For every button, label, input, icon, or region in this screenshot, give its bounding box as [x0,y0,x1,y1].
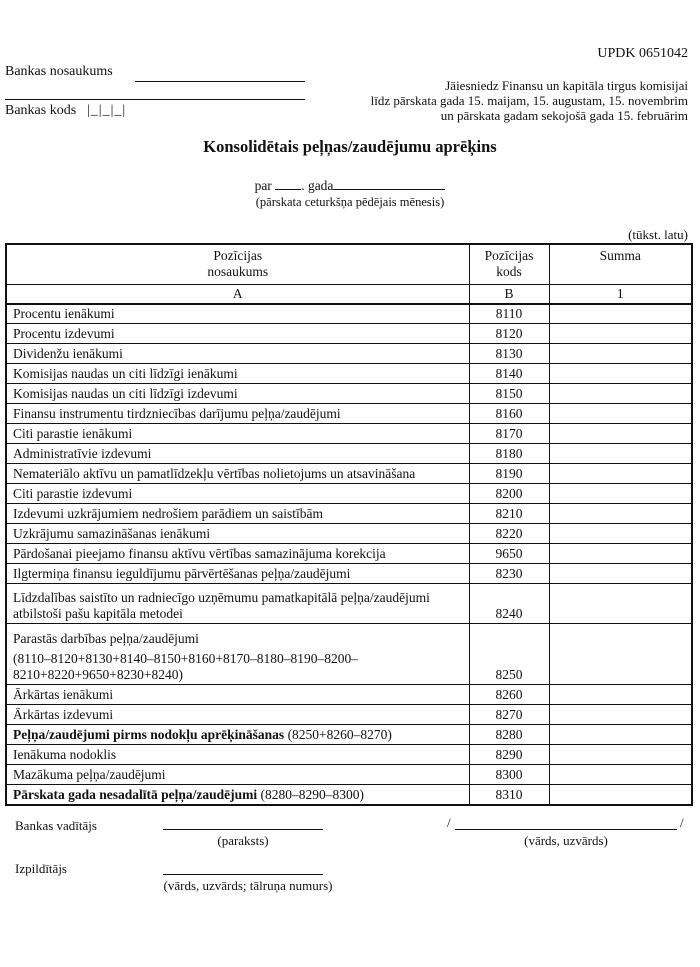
table-row [6,404,692,424]
units-label: (tūkst. latu) [628,227,688,242]
form-code: UPDK 0651042 [597,46,688,61]
table-row [6,584,692,624]
row-sum-cell[interactable] [549,745,692,765]
row-code: 8310 [469,785,549,805]
row-sum-cell[interactable] [549,304,692,324]
row-code: 8240 [469,584,549,624]
reporting-period [0,176,700,210]
row-code: 8210 [469,504,549,524]
row-code: 8270 [469,705,549,725]
table-row [6,785,692,805]
row-name: Procentu izdevumi [6,324,469,344]
submission-deadline-note [371,78,688,123]
table-row [6,484,692,504]
row-name: Citi parastie izdevumi [6,484,469,504]
period-note: (pārskata ceturkšņa pēdējais mēnesis) [255,195,445,209]
name-slash-right: / [680,815,684,830]
row-code: 8290 [469,745,549,765]
executor-caption: (vārds, uzvārds; tālruņa numurs) [163,878,333,893]
row-name: Komisijas naudas un citi līdzīgi ienākumi [6,364,469,384]
deadline-line-2: līdz pārskata gada 15. maijam, 15. augustam, 15. novembrim [370,93,688,108]
row-name: Citi parastie ienākumi [6,424,469,444]
row-code: 8110 [469,304,549,324]
row-sum-cell[interactable] [549,324,692,344]
deadline-line-3: un pārskata gadam sekojošā gada 15. februārim [440,108,688,123]
row-name: Parastās darbības peļņa/zaudējumi (8110–8120+8130+8140–8150+8160+8170–8180–8190–8200– 8210+8220+9650+8230+8240) [6,624,469,685]
row-code: 8220 [469,524,549,544]
bank-name-label: Bankas nosaukums [5,64,113,79]
row-sum-cell[interactable] [549,504,692,524]
column-letter-row [6,284,692,304]
column-letter-a: A [6,284,469,304]
row-sum-cell[interactable] [549,765,692,785]
row-code: 8200 [469,484,549,504]
row-name: Mazākuma peļņa/zaudējumi [6,765,469,785]
row-sum-cell[interactable] [549,685,692,705]
period-day-field[interactable] [275,176,301,190]
row-sum-cell[interactable] [549,705,692,725]
row-sum-cell[interactable] [549,364,692,384]
row-code: 8230 [469,564,549,584]
header-divider [5,99,305,100]
table-row [6,344,692,364]
table-row [6,624,692,685]
table-row [6,564,692,584]
column-letter-b: B [469,284,549,304]
executor-label: Izpildītājs [15,861,67,876]
row-code: 8160 [469,404,549,424]
column-header-code: Pozīcijas kods [469,244,549,284]
row-code: 8170 [469,424,549,444]
row-sum-cell[interactable] [549,524,692,544]
row-code: 8260 [469,685,549,705]
row-sum-cell[interactable] [549,464,692,484]
period-par-label: par [254,178,272,193]
executor-name-field[interactable] [163,874,323,875]
row-name: Peļņa/zaudējumi pirms nodokļu aprēķināšanas (8250+8260–8270) [6,725,469,745]
row-code: 9650 [469,544,549,564]
row-name: Pārskata gada nesadalītā peļņa/zaudējumi (8280–8290–8300) [6,785,469,805]
row-name: Administratīvie izdevumi [6,444,469,464]
row-code: 8280 [469,725,549,745]
column-letter-1: 1 [549,284,692,304]
row-sum-cell[interactable] [549,404,692,424]
name-slash-left: / [447,815,451,830]
bank-code-field[interactable]: |_|_|_| [87,103,127,118]
row-code: 8140 [469,364,549,384]
period-year-label: . gada [301,178,334,193]
manager-name-field[interactable] [455,829,677,830]
table-row [6,364,692,384]
table-row [6,745,692,765]
table-row [6,685,692,705]
row-sum-cell[interactable] [549,444,692,464]
table-row [6,725,692,745]
manager-signature-caption: (paraksts) [217,833,269,848]
row-sum-cell[interactable] [549,624,692,685]
row-code: 8150 [469,384,549,404]
table-row [6,464,692,484]
row-name: Ārkārtas ienākumi [6,685,469,705]
table-row [6,705,692,725]
row-code: 8190 [469,464,549,484]
row-name: Ilgtermiņa finansu ieguldījumu pārvērtēšanas peļņa/zaudējumi [6,564,469,584]
bank-manager-label: Bankas vadītājs [15,818,97,833]
row-name: Izdevumi uzkrājumiem nedrošiem parādiem un saistībām [6,504,469,524]
column-header-sum: Summa [549,244,692,284]
period-month-field[interactable] [333,176,445,190]
row-sum-cell[interactable] [549,584,692,624]
row-name: Komisijas naudas un citi līdzīgi izdevumi [6,384,469,404]
manager-name-caption: (vārds, uzvārds) [524,833,608,848]
row-name: Pārdošanai pieejamo finansu aktīvu vērtības samazinājuma korekcija [6,544,469,564]
row-sum-cell[interactable] [549,564,692,584]
table-row [6,304,692,324]
row-name: Procentu ienākumi [6,304,469,324]
row-sum-cell[interactable] [549,344,692,364]
row-name: Nemateriālo aktīvu un pamatlīdzekļu vērtības nolietojums un atsavināšana [6,464,469,484]
row-sum-cell[interactable] [549,384,692,404]
row-code: 8250 [469,624,549,685]
row-sum-cell[interactable] [549,725,692,745]
row-name: Finansu instrumentu tirdzniecības darījumu peļņa/zaudējumi [6,404,469,424]
row-sum-cell[interactable] [549,544,692,564]
table-row [6,504,692,524]
row-sum-cell[interactable] [549,424,692,444]
page-title: Konsolidētais peļņas/zaudējumu aprēķins [203,137,497,156]
row-name: Ienākuma nodoklis [6,745,469,765]
table-row [6,444,692,464]
row-name: Dividenžu ienākumi [6,344,469,364]
table-row [6,544,692,564]
table-row [6,384,692,404]
row-code: 8130 [469,344,549,364]
manager-signature-field[interactable] [163,829,323,830]
column-header-name: Pozīcijas nosaukums [6,244,469,284]
row-code: 8300 [469,765,549,785]
table-row [6,765,692,785]
deadline-line-1: Jāiesniedz Finansu un kapitāla tirgus komisijai [445,78,688,93]
table-header-row [6,244,692,284]
table-row [6,424,692,444]
row-code: 8180 [469,444,549,464]
row-name: Līdzdalības saistīto un radniecīgo uzņēmumu pamatkapitālā peļņa/zaudējumi atbilstoši pašu kapitāla metodei [6,584,469,624]
table-row [6,524,692,544]
bank-code-label: Bankas kods [5,103,77,118]
row-name: Uzkrājumu samazināšanas ienākumi [6,524,469,544]
row-code: 8120 [469,324,549,344]
bank-name-field[interactable] [135,81,305,82]
table-row [6,324,692,344]
report-table [5,243,693,806]
row-sum-cell[interactable] [549,484,692,504]
row-name: Ārkārtas izdevumi [6,705,469,725]
row-sum-cell[interactable] [549,785,692,805]
